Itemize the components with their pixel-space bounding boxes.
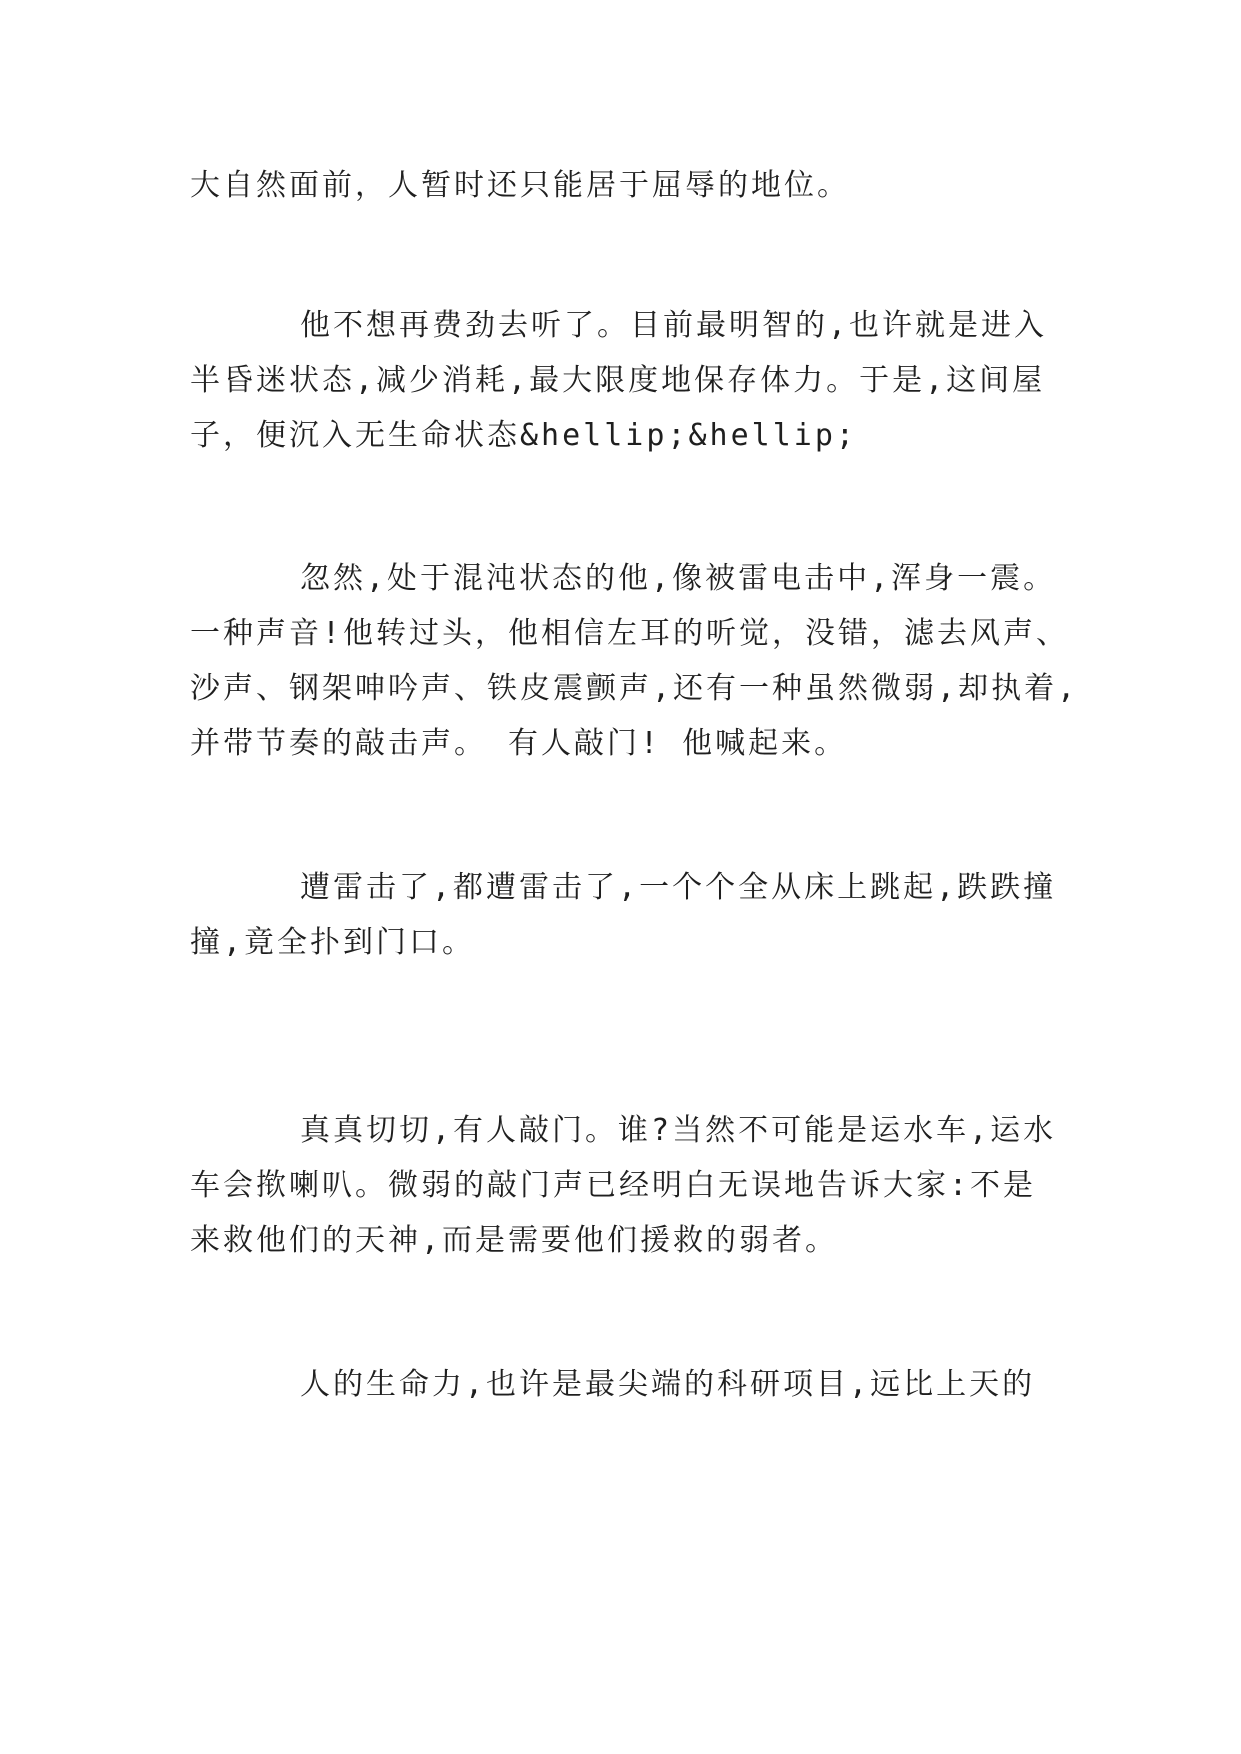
text-line: 来救他们的天神,而是需要他们援救的弱者。 bbox=[190, 1223, 839, 1258]
text-line: 半昏迷状态,减少消耗,最大限度地保存体力。于是,这间屋 bbox=[190, 363, 1046, 398]
paragraph-start-line: 人的生命力,也许是最尖端的科研项目,远比上天的 bbox=[300, 1367, 1036, 1402]
paragraph-start-line: 遭雷击了,都遭雷击了,一个个全从床上跳起,跌跌撞 bbox=[300, 870, 1057, 905]
text-line: 撞,竟全扑到门口。 bbox=[190, 925, 476, 960]
text-line: 子，便沉入无生命状态&hellip;&hellip; bbox=[190, 418, 857, 453]
text-line: 沙声、钢架呻吟声、铁皮震颤声,还有一种虽然微弱,却执着, bbox=[190, 671, 1079, 706]
paragraph-start-line: 他不想再费劲去听了。目前最明智的,也许就是进入 bbox=[300, 308, 1048, 343]
text-line: 大自然面前，人暂时还只能居于屈辱的地位。 bbox=[190, 168, 850, 203]
paragraph-start-line: 忽然,处于混沌状态的他,像被雷电击中,浑身一震。 bbox=[300, 561, 1057, 596]
text-line: 并带节奏的敲击声。 有人敲门! 他喊起来。 bbox=[190, 726, 848, 761]
text-line: 车会揿喇叭。微弱的敲门声已经明白无误地告诉大家:不是 bbox=[190, 1168, 1037, 1203]
paragraph-start-line: 真真切切,有人敲门。谁?当然不可能是运水车,运水 bbox=[300, 1113, 1057, 1148]
text-line: 一种声音!他转过头，他相信左耳的听觉，没错，滤去风声、 bbox=[190, 616, 1070, 651]
